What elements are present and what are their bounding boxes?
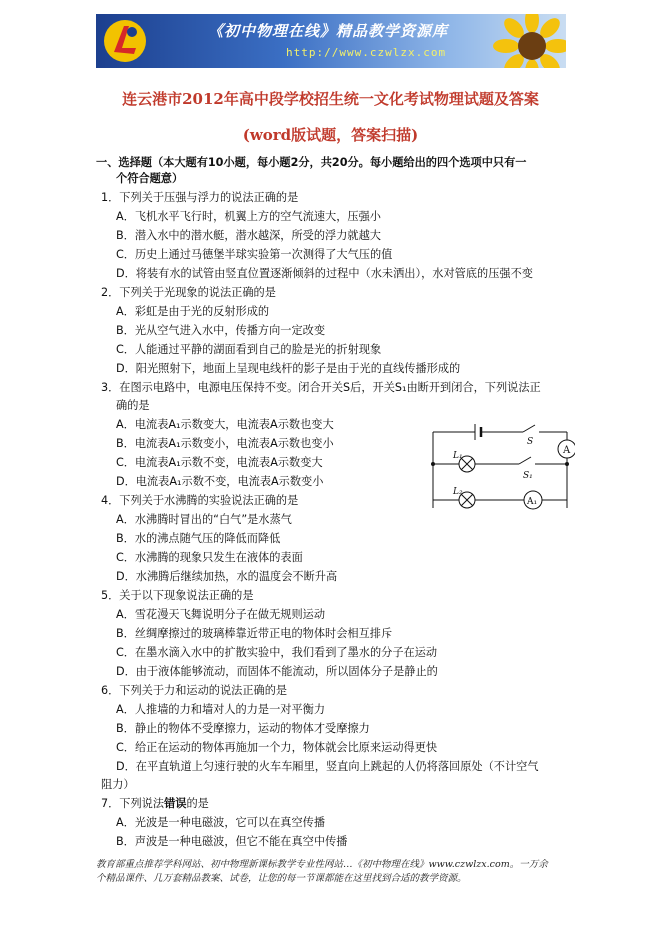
section-title-cont: 个符合题意）	[116, 172, 184, 185]
page-subtitle: (word版试题，答案扫描)	[242, 126, 419, 144]
question-option: C．水沸腾的现象只发生在液体的表面	[116, 551, 303, 564]
question-option: C．历史上通过马德堡半球实验第一次测得了大气压的值	[116, 248, 393, 261]
label-a1: A₁	[527, 497, 538, 507]
question-option: A．人推墙的力和墙对人的力是一对平衡力	[116, 703, 326, 716]
label-l1: L₁	[453, 451, 463, 461]
banner-title: 《初中物理在线》精品教学资源库	[208, 22, 449, 40]
question-option: D．由于液体能够流动，而固体不能流动，所以固体分子是静止的	[116, 665, 438, 678]
header-banner	[96, 14, 566, 68]
question-stem: 1．下列关于压强与浮力的说法正确的是	[101, 191, 299, 204]
stem-pre: 7．下列说法	[101, 797, 165, 810]
stem-emphasis: 错误	[164, 797, 187, 810]
footer-line: 教育部重点推荐学科网站、初中物理新课标教学专业性网站…《初中物理在线》www.czwlzx.com。一万余	[96, 859, 548, 870]
question-option: B．潜入水中的潜水艇，潜水越深，所受的浮力就越大	[116, 229, 381, 242]
question-option: A．水沸腾时冒出的“白气”是水蒸气	[116, 513, 292, 526]
question-option: A．彩虹是由于光的反射形成的	[116, 305, 270, 318]
junction	[431, 462, 435, 466]
stem-post: 的是	[186, 797, 209, 810]
question-option: B．电流表A₁示数变小，电流表A示数也变小	[116, 437, 334, 450]
question-option: B．静止的物体不受摩擦力，运动的物体才受摩擦力	[116, 722, 370, 735]
question-option: C．给正在运动的物体再施加一个力，物体就会比原来运动得更快	[116, 741, 438, 754]
question-option: C．人能通过平静的湖面看到自己的脸是光的折射现象	[116, 343, 382, 356]
page-title: 连云港市2012年高中段学校招生统一文化考试物理试题及答案	[122, 90, 539, 108]
page-footer	[96, 858, 574, 886]
footer-line: 个精品课件、几万套精品教案、试卷，让您的每一节课都能在这里找到合适的教学资源。	[96, 873, 467, 884]
question-option: D．电流表A₁示数不变，电流表A示数变小	[116, 475, 324, 488]
question-stem: 4．下列关于水沸腾的实验说法正确的是	[101, 494, 299, 507]
question-option: B．水的沸点随气压的降低而降低	[116, 532, 281, 545]
label-s1: S₁	[523, 471, 533, 481]
question-option: B．丝绸摩擦过的玻璃棒靠近带正电的物体时会相互排斥	[116, 627, 393, 640]
junction	[565, 462, 569, 466]
question-stem: 6．下列关于力和运动的说法正确的是	[101, 684, 288, 697]
label-l2: L₂	[453, 487, 463, 497]
question-option: B．声波是一种电磁波，但它不能在真空中传播	[116, 835, 348, 848]
question-option: A．飞机水平飞行时，机翼上方的空气流速大，压强小	[116, 210, 381, 223]
question-option: C．在墨水滴入水中的扩散实验中，我们看到了墨水的分子在运动	[116, 646, 438, 659]
question-option: B．光从空气进入水中，传播方向一定改变	[116, 324, 326, 337]
sunflower-icon	[492, 14, 566, 68]
question-stem	[101, 796, 209, 812]
banner-url[interactable]: http://www.czwlzx.com	[286, 46, 447, 59]
question-option: A．雪花漫天飞舞说明分子在做无规则运动	[116, 608, 326, 621]
switch-s	[523, 425, 535, 432]
label-s: S	[527, 437, 534, 447]
circuit-diagram	[427, 412, 575, 516]
question-option: D．将装有水的试管由竖直位置逐渐倾斜的过程中（水未洒出），水对管底的压强不变	[116, 267, 533, 280]
question-option: D．水沸腾后继续加热，水的温度会不断升高	[116, 570, 338, 583]
question-stem: 3．在图示电路中，电源电压保持不变。闭合开关S后，开关S₁由断开到闭合，下列说法正	[101, 381, 541, 394]
question-option-cont: 阻力）	[101, 778, 135, 791]
section-title: 一、选择题（本大题有10小题，每小题2分，共20分。每小题给出的四个选项中只有一	[96, 156, 527, 169]
question-option: A．电流表A₁示数变大，电流表A示数也变大	[116, 418, 334, 431]
question-stem: 5．关于以下现象说法正确的是	[101, 589, 254, 602]
label-a: A	[563, 445, 571, 456]
switch-s1	[519, 457, 531, 464]
question-stem: 2．下列关于光现象的说法正确的是	[101, 286, 276, 299]
question-option: A．光波是一种电磁波，它可以在真空传播	[116, 816, 326, 829]
site-logo-icon	[102, 18, 148, 64]
question-option: D．在平直轨道上匀速行驶的火车车厢里，竖直向上跳起的人仍将落回原处（不计空气	[116, 760, 539, 773]
question-stem-cont: 确的是	[116, 399, 150, 412]
question-option: D．阳光照射下，地面上呈现电线杆的影子是由于光的直线传播形成的	[116, 362, 461, 375]
question-option: C．电流表A₁示数不变，电流表A示数变大	[116, 456, 323, 469]
